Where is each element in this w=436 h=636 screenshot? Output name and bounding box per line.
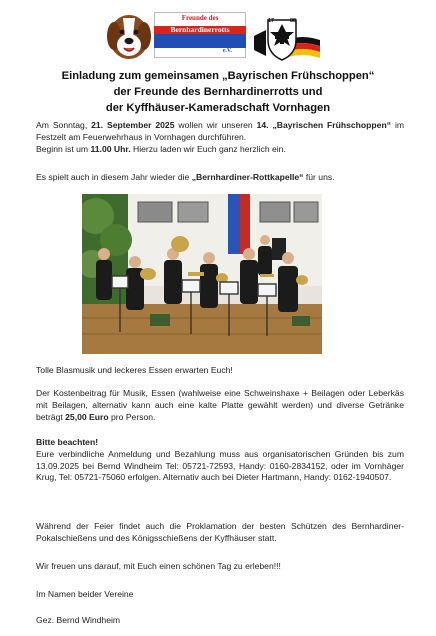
intro-text-c: im Festzelt am Feuerwehrhaus in Vornhagen durchführen. — [36, 120, 405, 142]
intro-text-a: Am Sonntag, — [36, 120, 92, 130]
intro-text-b: wollen wir unseren — [174, 120, 257, 130]
paragraph-cost — [36, 388, 404, 423]
band-name: „Bernhardiner-Rottkapelle“ — [191, 172, 304, 182]
paragraph-registration — [36, 437, 404, 484]
emblem-year-left: 17 — [268, 18, 275, 24]
title-line-1: Einladung zum gemeinsamen „Bayrischen Frühschoppen“ — [61, 70, 375, 82]
invitation-title — [20, 68, 416, 116]
paragraph-proclamation: Während der Feier findet auch die Proklamation der besten Schützen des Bernhardiner- Pokalschießens und des Königsschießens der Kyffhäuser statt. — [36, 521, 404, 543]
club-logo-text: Freunde des — [181, 14, 219, 22]
notice-heading: Bitte beachten! — [36, 437, 99, 447]
band-text-b: für uns. — [303, 172, 335, 182]
paragraph-band — [36, 172, 404, 184]
event-name: 14. „Bayrischen Frühschoppen“ — [256, 120, 392, 130]
cost-text-b: pro Person. — [108, 411, 156, 422]
paragraph-closing: Wir freuen uns darauf, mit Euch einen schönen Tag zu erleben!!! — [36, 561, 281, 571]
intro-text-d: Beginn ist um — [36, 143, 91, 154]
price: 25,00 Euro — [65, 411, 109, 422]
club-flag-logo — [154, 12, 246, 58]
title-line-3: der Kyffhäuser-Kameradschaft Vornhagen — [105, 102, 331, 114]
paragraph-intro — [36, 120, 404, 155]
band-text-a: Es spielt auch in diesem Jahr wieder die — [36, 172, 192, 182]
registration-text: Eure verbindliche Anmeldung und Bezahlung muss aus organisatorischen Gründen bis zum 13.09.2025 bei Bernd Windheim Tel: 05721-72593, Handy: 0160-2834152, oder im Vornhäger Krug, Tel: 05721-75060 erfolgen. Alternativ auch bei Dieter Hartmann, Handy: 0162-1940507. — [36, 448, 404, 483]
signature: Gez. Bernd Windheim — [36, 615, 121, 625]
band-photo — [82, 194, 322, 354]
club-logo-name: Bernhardinerrotts — [170, 25, 230, 34]
paragraph-music-food: Tolle Blasmusik und leckeres Essen erwarten Euch! — [36, 365, 233, 375]
cost-text-a: Der Kostenbeitrag für Musik, Essen (wahlweise eine Schweinshaxe + Beilagen oder Leberkäs mit Beilagen, alternativ kann auch eine kalte Platte gewählt werden) und diverse Getränke beträgt — [36, 388, 404, 422]
event-time: 11.00 Uhr. — [90, 143, 131, 154]
header-logos — [0, 8, 436, 64]
intro-text-e: Hierzu laden wir Euch ganz herzlich ein. — [130, 143, 286, 154]
emblem-year-right: 88 — [290, 18, 297, 24]
kyffhaeuser-emblem-icon — [252, 10, 320, 62]
title-line-2: der Freunde des Bernhardinerrotts und — [113, 86, 323, 98]
club-logo-suffix: e.V. — [222, 48, 232, 54]
event-date: 21. September 2025 — [91, 120, 175, 130]
bernhardiner-dog-icon — [104, 10, 154, 62]
paragraph-on-behalf: Im Namen beider Vereine — [36, 589, 134, 599]
